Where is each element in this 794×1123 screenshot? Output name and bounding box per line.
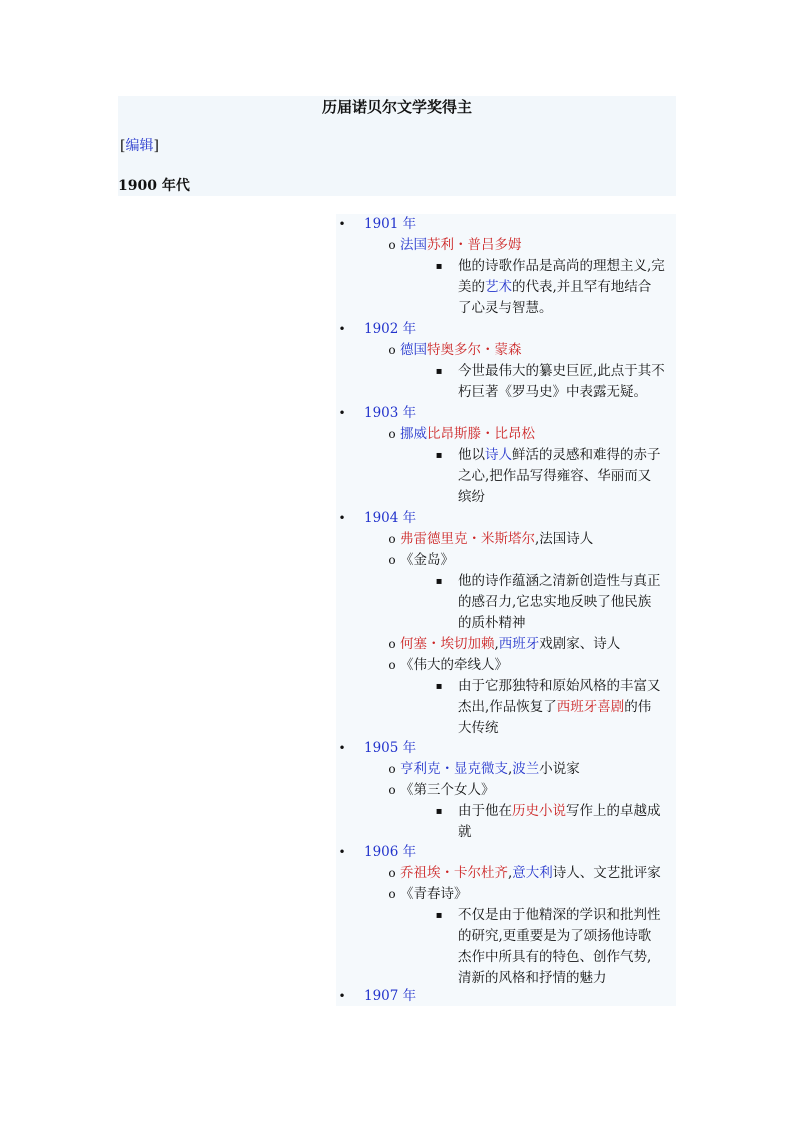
laureate-link[interactable]: 比昂斯滕・比昂松 (427, 426, 535, 442)
laureate-link[interactable]: 何塞・埃切加赖 (400, 636, 495, 652)
square-bullet: ▪ (435, 576, 443, 587)
laureate-link[interactable]: 特奥多尔・蒙森 (427, 342, 522, 358)
desc-line: 就 (458, 824, 472, 840)
page-title: 历届诺贝尔文学奖得主 (118, 96, 676, 118)
disc-bullet: • (338, 989, 346, 1003)
country-link[interactable]: 挪威 (400, 426, 427, 442)
year-link[interactable]: 1905 年 (364, 740, 417, 756)
separator: , (508, 865, 513, 881)
circle-bullet: o (388, 532, 396, 546)
desc-line: 不仅是由于他精深的学识和批判性 (458, 907, 661, 923)
desc-line: 的感召力,它忠实地反映了他民族 (458, 594, 652, 610)
desc-line: 的质朴精神 (458, 615, 526, 631)
laureate-note: ,法国诗人 (535, 531, 594, 547)
work-title: 《第三个女人》 (400, 782, 495, 798)
square-bullet: ▪ (435, 450, 443, 461)
disc-bullet: • (338, 406, 346, 420)
circle-bullet: o (388, 887, 396, 901)
square-bullet: ▪ (435, 806, 443, 817)
desc-text: 的代表,并且罕有地结合 (512, 279, 652, 295)
circle-bullet: o (388, 553, 396, 567)
disc-bullet: • (338, 845, 346, 859)
country-link[interactable]: 意大利 (512, 865, 553, 881)
square-bullet: ▪ (435, 681, 443, 692)
desc-line: 缤纷 (458, 489, 485, 505)
separator: , (494, 636, 499, 652)
disc-bullet: • (338, 217, 346, 231)
separator: , (508, 761, 513, 777)
country-link[interactable]: 波兰 (512, 761, 540, 777)
disc-bullet: • (338, 741, 346, 755)
country-link[interactable]: 法国 (400, 237, 427, 253)
desc-line: 大传统 (458, 720, 499, 736)
circle-bullet: o (388, 637, 396, 651)
laureate-list (336, 214, 676, 1006)
desc-line: 杰作中所具有的特色、创作气势, (458, 949, 652, 965)
desc-text: 鲜活的灵感和难得的赤子 (512, 447, 661, 463)
bracket-open: [ (120, 138, 126, 154)
square-bullet: ▪ (435, 261, 443, 272)
disc-bullet: • (338, 511, 346, 525)
laureate-link[interactable]: 亨利克・显克微支 (400, 761, 508, 777)
laureate-note: 诗人、文艺批评家 (552, 865, 661, 881)
decade-heading: 1900 年代 (118, 168, 676, 196)
year-link[interactable]: 1904 年 (364, 510, 417, 526)
desc-text: 由于他在 (458, 803, 512, 819)
laureate-note: 戏剧家、诗人 (539, 636, 621, 652)
disc-bullet: • (338, 322, 346, 336)
desc-text: 的伟 (624, 699, 652, 715)
country-link[interactable]: 西班牙 (498, 636, 540, 652)
desc-line: 之心,把作品写得雍容、华丽而又 (458, 468, 652, 484)
desc-text: 美的 (458, 279, 485, 295)
desc-line: 的研究,更重要是为了颂扬他诗歌 (458, 928, 652, 944)
circle-bullet: o (388, 658, 396, 672)
poet-link[interactable]: 诗人 (485, 447, 512, 463)
laureate-link[interactable]: 乔祖埃・卡尔杜齐 (400, 865, 508, 881)
edit-link[interactable]: 编辑 (125, 138, 154, 154)
desc-text: 杰出,作品恢复了 (458, 699, 557, 715)
desc-line: 朽巨著《罗马史》中表露无疑。 (458, 384, 647, 400)
desc-line: 清新的风格和抒情的魅力 (458, 970, 607, 986)
circle-bullet: o (388, 238, 396, 252)
work-title: 《青春诗》 (400, 886, 468, 902)
work-title: 《金岛》 (400, 552, 454, 568)
desc-line: 今世最伟大的纂史巨匠,此点于其不 (458, 363, 665, 379)
work-title: 《伟大的牵线人》 (400, 657, 508, 673)
desc-line: 了心灵与智慧。 (458, 300, 553, 316)
year-link[interactable]: 1902 年 (364, 321, 417, 337)
desc-text: 写作上的卓越成 (566, 803, 661, 819)
spanish-comedy-link[interactable]: 西班牙喜剧 (556, 699, 625, 715)
year-link[interactable]: 1903 年 (364, 405, 417, 421)
circle-bullet: o (388, 762, 396, 776)
desc-line: 由于它那独特和原始风格的丰富又 (458, 678, 661, 694)
laureate-note: 小说家 (539, 761, 580, 777)
circle-bullet: o (388, 783, 396, 797)
year-link[interactable]: 1906 年 (364, 844, 417, 860)
edit-section (118, 118, 676, 168)
bracket-close: ] (153, 138, 159, 154)
year-link[interactable]: 1901 年 (364, 216, 417, 232)
historical-novel-link[interactable]: 历史小说 (512, 803, 566, 819)
country-link[interactable]: 德国 (400, 342, 427, 358)
square-bullet: ▪ (435, 366, 443, 377)
art-link[interactable]: 艺术 (485, 279, 512, 295)
laureate-link[interactable]: 苏利・普吕多姆 (427, 237, 522, 253)
circle-bullet: o (388, 343, 396, 357)
square-bullet: ▪ (435, 910, 443, 921)
circle-bullet: o (388, 427, 396, 441)
laureate-link[interactable]: 弗雷德里克・米斯塔尔 (400, 531, 535, 547)
desc-line: 他的诗作蕴涵之清新创造性与真正 (458, 573, 661, 589)
desc-line: 他的诗歌作品是高尚的理想主义,完 (458, 258, 665, 274)
year-link[interactable]: 1907 年 (364, 988, 417, 1004)
circle-bullet: o (388, 866, 396, 880)
desc-text: 他以 (458, 447, 485, 463)
